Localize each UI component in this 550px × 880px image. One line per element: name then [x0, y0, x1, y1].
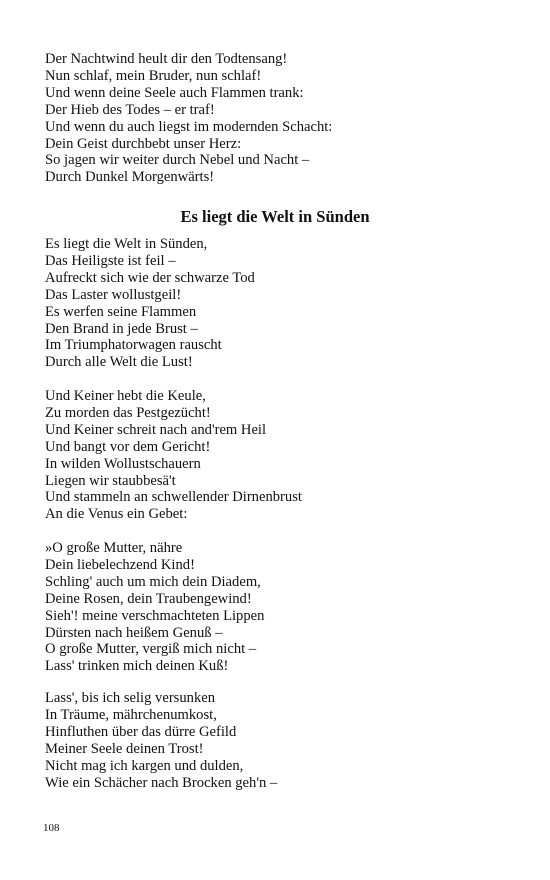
- poem-stanza-2: [45, 388, 515, 523]
- verse-line: So jagen wir weiter durch Nebel und Nacht –: [45, 152, 310, 169]
- poem-title: Es liegt die Welt in Sünden: [180, 207, 370, 226]
- verse-line: Der Hieb des Todes – er traf!: [45, 101, 215, 118]
- verse-line: In Träume, mährchenumkost,: [45, 706, 217, 723]
- verse-line: O große Mutter, vergiß mich nicht –: [45, 641, 257, 658]
- verse-line: Und stammeln an schwellender Dirnenbrust: [45, 489, 302, 506]
- verse-line: Schling' auch um mich dein Diadem,: [45, 573, 261, 590]
- verse-line: Und Keiner hebt die Keule,: [45, 388, 206, 404]
- verse-line: Aufreckt sich wie der schwarze Tod: [45, 269, 255, 286]
- verse-line: »O große Mutter, nähre: [45, 540, 183, 556]
- verse-line: Dein Geist durchbebt unser Herz:: [45, 135, 242, 152]
- verse-line: Es liegt die Welt in Sünden,: [45, 236, 208, 252]
- verse-line: Sieh'! meine verschmachteten Lippen: [45, 607, 265, 624]
- verse-line: Durch Dunkel Morgenwärts!: [45, 169, 215, 186]
- verse-line: Und wenn du auch liegst im modernden Schacht:: [45, 118, 333, 135]
- verse-line: Das Heiligste ist feil –: [45, 252, 176, 269]
- verse-line: Deine Rosen, dein Traubengewind!: [45, 590, 252, 607]
- verse-line: Den Brand in jede Brust –: [45, 320, 198, 337]
- verse-line: Und wenn deine Seele auch Flammen trank:: [45, 84, 304, 101]
- verse-line: Der Nachtwind heult dir den Todtensang!: [45, 51, 288, 67]
- verse-line: Durch alle Welt die Lust!: [45, 354, 193, 371]
- verse-line: Zu morden das Pestgezücht!: [45, 404, 211, 421]
- verse-line: Es werfen seine Flammen: [45, 303, 197, 320]
- verse-line: Und bangt vor dem Gericht!: [45, 438, 211, 455]
- verse-line: Hinfluthen über das dürre Gefild: [45, 723, 237, 740]
- verse-line: Dein liebelechzend Kind!: [45, 556, 195, 573]
- verse-line: Dürsten nach heißem Genuß –: [45, 624, 223, 641]
- verse-line: Meiner Seele deinen Trost!: [45, 740, 204, 757]
- verse-line: Lass' trinken mich deinen Kuß!: [45, 658, 229, 675]
- verse-line: Das Laster wollustgeil!: [45, 286, 182, 303]
- poem-stanza-4: [45, 690, 515, 791]
- verse-line: An die Venus ein Gebet:: [45, 506, 188, 523]
- page-number: 108: [43, 822, 60, 834]
- verse-line: Wie ein Schächer nach Brocken geh'n –: [45, 774, 278, 791]
- verse-line: Im Triumphatorwagen rauscht: [45, 337, 222, 354]
- verse-line: Nicht mag ich kargen und dulden,: [45, 757, 244, 774]
- verse-line: Nun schlaf, mein Bruder, nun schlaf!: [45, 67, 262, 84]
- verse-line: Und Keiner schreit nach and'rem Heil: [45, 421, 267, 438]
- verse-line: Lass', bis ich selig versunken: [45, 690, 216, 706]
- poem-stanza-3: [45, 540, 515, 675]
- poem-stanza-1: [45, 236, 515, 371]
- verse-line: In wilden Wollustschauern: [45, 455, 201, 472]
- previous-poem-stanza: [45, 51, 515, 186]
- verse-line: Liegen wir staubbesä't: [45, 472, 176, 489]
